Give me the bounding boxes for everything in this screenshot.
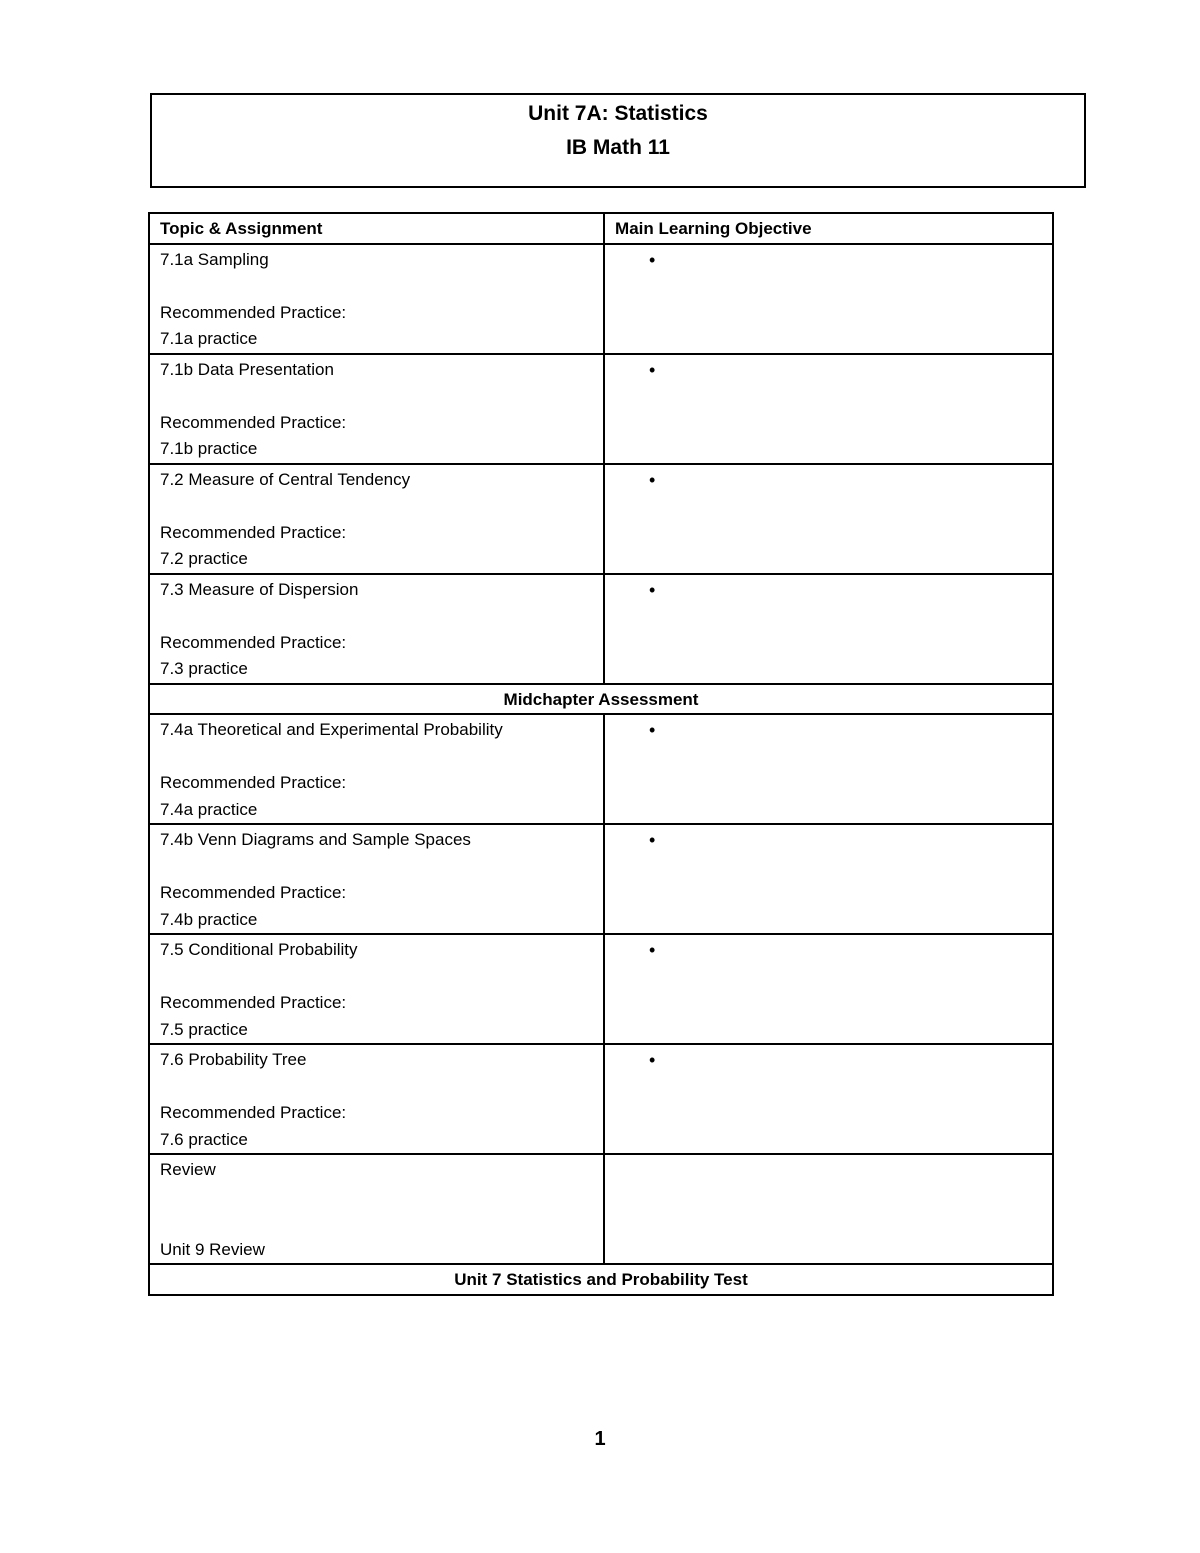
objective-cell [604, 354, 1053, 464]
topic-cell [149, 714, 604, 824]
practice-assignment: 7.1b practice [160, 439, 258, 458]
table-header-row [149, 213, 1053, 244]
midchapter-row [149, 684, 1053, 715]
unit-test: Unit 7 Statistics and Probability Test [149, 1264, 1053, 1295]
practice-label: Recommended Practice: [160, 993, 347, 1012]
topic-title: 7.4b Venn Diagrams and Sample Spaces [160, 830, 471, 849]
topic-title: 7.2 Measure of Central Tendency [160, 469, 411, 489]
objective-bullet: • [649, 469, 656, 490]
review-assignment: Unit 9 Review [160, 1239, 265, 1259]
practice-label: Recommended Practice: [160, 302, 347, 322]
topic-title: 7.1b Data Presentation [160, 359, 334, 379]
objective-bullet: • [649, 249, 656, 270]
practice-assignment: 7.5 practice [160, 1019, 248, 1039]
objective-cell-empty [604, 1154, 1053, 1264]
objective-bullet: • [649, 830, 656, 850]
practice-label: Recommended Practice: [160, 773, 347, 792]
table-row [149, 714, 1053, 824]
topic-title: 7.5 Conditional Probability [160, 940, 358, 959]
topic-title: 7.4a Theoretical and Experimental Probability [160, 720, 503, 739]
column-header-topic: Topic & Assignment [149, 213, 604, 244]
topic-cell [149, 824, 604, 934]
objective-cell [604, 244, 1053, 354]
practice-label: Recommended Practice: [160, 632, 347, 652]
table-row [149, 464, 1053, 574]
practice-assignment: 7.1a practice [160, 329, 258, 348]
practice-assignment: 7.4a practice [160, 799, 258, 819]
topic-cell [149, 354, 604, 464]
table-row [149, 354, 1053, 464]
topic-cell [149, 464, 604, 574]
practice-assignment: 7.6 practice [160, 1129, 248, 1149]
practice-label: Recommended Practice: [160, 522, 347, 542]
objective-cell [604, 574, 1053, 684]
practice-assignment: 7.3 practice [160, 659, 248, 678]
topic-title: 7.3 Measure of Dispersion [160, 579, 359, 599]
objective-bullet: • [649, 720, 656, 740]
topic-cell [149, 244, 604, 354]
title-box [150, 93, 1086, 188]
practice-label: Recommended Practice: [160, 412, 347, 432]
review-cell [149, 1154, 604, 1264]
objective-bullet: • [649, 940, 656, 960]
practice-assignment: 7.4b practice [160, 909, 258, 929]
objective-bullet: • [649, 1050, 656, 1070]
objective-cell [604, 1044, 1053, 1154]
objective-cell [604, 824, 1053, 934]
practice-label: Recommended Practice: [160, 883, 347, 902]
objective-bullet: • [649, 359, 656, 380]
document-subtitle: IB Math 11 [566, 136, 670, 159]
column-header-objective: Main Learning Objective [604, 213, 1053, 244]
midchapter-assessment: Midchapter Assessment [149, 684, 1053, 715]
table-row [149, 574, 1053, 684]
document-title: Unit 7A: Statistics [528, 102, 708, 125]
topic-cell [149, 1044, 604, 1154]
unit-plan-table [148, 212, 1054, 1296]
topic-cell [149, 934, 604, 1044]
topic-title: 7.1a Sampling [160, 249, 269, 269]
objective-cell [604, 934, 1053, 1044]
topic-cell [149, 574, 604, 684]
review-title: Review [160, 1160, 216, 1179]
objective-bullet: • [649, 579, 656, 600]
objective-cell [604, 714, 1053, 824]
table-row [149, 824, 1053, 934]
page-number: 1 [594, 1428, 606, 1450]
review-row [149, 1154, 1053, 1264]
table-row [149, 934, 1053, 1044]
practice-assignment: 7.2 practice [160, 549, 248, 568]
objective-cell [604, 464, 1053, 574]
final-test-row [149, 1264, 1053, 1295]
topic-title: 7.6 Probability Tree [160, 1050, 307, 1069]
table-row [149, 244, 1053, 354]
table-row [149, 1044, 1053, 1154]
practice-label: Recommended Practice: [160, 1103, 347, 1122]
